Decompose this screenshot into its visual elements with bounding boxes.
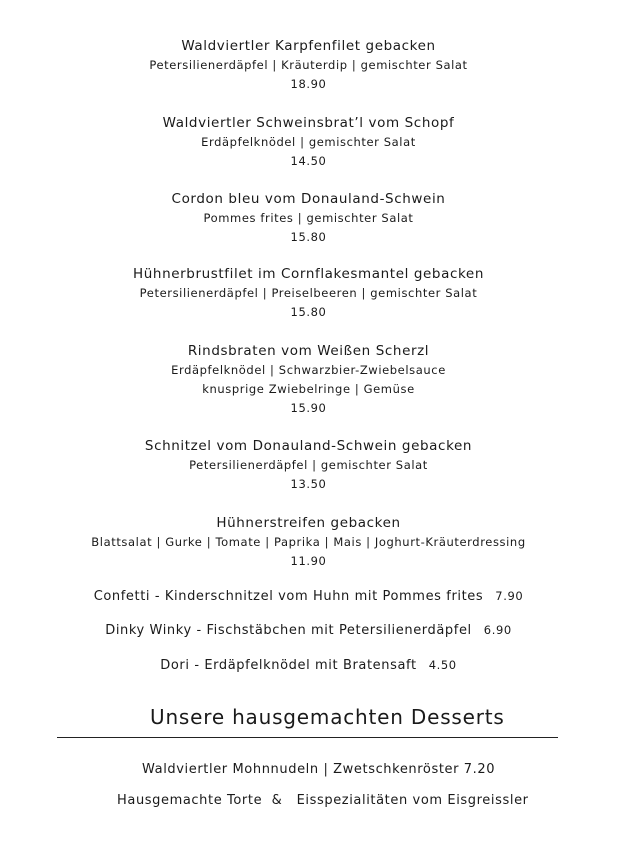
dish-name: Schnitzel vom Donauland-Schwein gebacken bbox=[144, 438, 473, 454]
dessert-item: Hausgemachte Torte & Eisspezialitäten vom Eisgreissler bbox=[117, 793, 529, 808]
menu-item bbox=[0, 37, 617, 94]
dish-description: Petersilienerdäpfel | Kräuterdip | gemischter Salat bbox=[149, 58, 468, 72]
dish-price: 15.80 bbox=[290, 230, 327, 244]
dish-name: Hühnerbrustfilet im Cornflakesmantel gebacken bbox=[133, 266, 484, 282]
dish-description: knusprige Zwiebelringe | Gemüse bbox=[202, 382, 415, 396]
dish-description: Erdäpfelknödel | Schwarzbier-Zwiebelsauce bbox=[171, 363, 446, 377]
menu-item bbox=[0, 265, 617, 322]
section-divider bbox=[57, 737, 558, 738]
dish-name: Waldviertler Karpfenfilet gebacken bbox=[181, 38, 436, 54]
dish-name: Hühnerstreifen gebacken bbox=[216, 515, 401, 531]
kids-menu-item bbox=[0, 623, 617, 638]
dish-price: 11.90 bbox=[290, 554, 327, 568]
kids-dish-name: Dinky Winky - Fischstäbchen mit Petersilienerdäpfel bbox=[105, 623, 472, 638]
dish-price: 14.50 bbox=[290, 154, 327, 168]
dish-description: Petersilienerdäpfel | gemischter Salat bbox=[189, 458, 428, 472]
menu-item bbox=[0, 514, 617, 571]
menu-item bbox=[0, 114, 617, 171]
kids-menu-item bbox=[0, 589, 617, 604]
dish-description: Erdäpfelknödel | gemischter Salat bbox=[201, 135, 416, 149]
dish-price: 15.90 bbox=[290, 401, 327, 415]
kids-dish-price: 4.50 bbox=[428, 658, 457, 672]
dish-description: Blattsalat | Gurke | Tomate | Paprika | Mais | Joghurt-Kräuterdressing bbox=[91, 535, 526, 549]
menu-item bbox=[0, 437, 617, 494]
desserts-heading: Unsere hausgemachten Desserts bbox=[150, 705, 505, 729]
kids-dish-name: Dori - Erdäpfelknödel mit Bratensaft bbox=[160, 658, 417, 673]
dish-price: 15.80 bbox=[290, 305, 327, 319]
menu-item bbox=[0, 190, 617, 247]
dish-description: Petersilienerdäpfel | Preiselbeeren | gemischter Salat bbox=[139, 286, 478, 300]
kids-dish-price: 6.90 bbox=[483, 623, 512, 637]
kids-menu-item bbox=[0, 658, 617, 673]
menu-item bbox=[0, 342, 617, 418]
dessert-item: Waldviertler Mohnnudeln | Zwetschkenröster 7.20 bbox=[142, 762, 496, 777]
dish-name: Cordon bleu vom Donauland-Schwein bbox=[171, 191, 446, 207]
kids-dish-name: Confetti - Kinderschnitzel vom Huhn mit Pommes frites bbox=[93, 589, 484, 604]
dish-price: 13.50 bbox=[290, 477, 327, 491]
dish-name: Waldviertler Schweinsbrat’l vom Schopf bbox=[162, 115, 455, 131]
dish-description: Pommes frites | gemischter Salat bbox=[203, 211, 414, 225]
kids-dish-price: 7.90 bbox=[495, 589, 524, 603]
dish-name: Rindsbraten vom Weißen Scherzl bbox=[187, 343, 430, 359]
dish-price: 18.90 bbox=[290, 77, 327, 91]
